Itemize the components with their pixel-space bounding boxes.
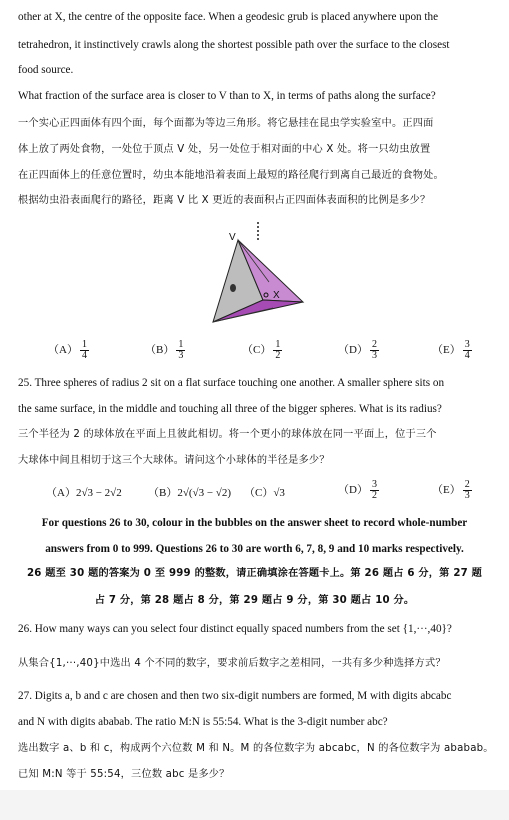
q24-zh-line: 根据幼虫沿表面爬行的路径，距离 V 比 X 更近的表面积占正四面体表面积的比例是多少？ bbox=[18, 195, 431, 206]
q25-option-d: （D） $\frac{3}{2}$ bbox=[338, 479, 377, 501]
q27-line: 27. Digits a, b and c are chosen and then two six-digit numbers are formed, M with digits abcabc bbox=[18, 690, 452, 702]
q25-option-b: （B）2√(√3 − √2) bbox=[148, 487, 231, 499]
q26-zh-line: 从集合{1,···,40}中选出 4 个不同的数字，要求前后数字之差相同，一共有多少种选择方式？ bbox=[18, 658, 446, 669]
q24-option-b: （B） $\frac{1}{3}$ bbox=[145, 339, 184, 361]
q24-option-c: （C） $\frac{1}{2}$ bbox=[242, 339, 281, 361]
q25-line: 25. Three spheres of radius 2 sit on a flat surface touching one another. A smaller sphere sits on bbox=[18, 377, 445, 389]
q25-option-c: （C）√3 bbox=[244, 487, 285, 499]
intro-line: other at X, the centre of the opposite face. When a geodesic grub is placed anywhere upon the bbox=[18, 11, 439, 23]
tetrahedron-figure bbox=[203, 222, 313, 332]
q25-option-a: （A）2√3 − 2√2 bbox=[46, 487, 122, 499]
instructions-zh-line: 占 7 分，第 28 题占 8 分，第 29 题占 9 分，第 30 题占 10 分。 bbox=[94, 595, 415, 606]
q27-line: and N with digits ababab. The ratio M:N is 55:54. What is the 3-digit number abc? bbox=[18, 716, 388, 728]
tetrahedron-drawing bbox=[203, 222, 313, 332]
intro-line: What fraction of the surface area is closer to V than to X, in terms of paths along the surface? bbox=[18, 90, 436, 102]
q27-zh-line: 选出数字 a、b 和 c，构成两个六位数 M 和 N。M 的各位数字为 abcabc，N 的各位数字为 ababab。 bbox=[18, 743, 494, 754]
vertex-label: V bbox=[229, 232, 236, 243]
q26-line: 26. How many ways can you select four distinct equally spaced numbers from the set {1,···,40}? bbox=[18, 623, 452, 635]
q27-zh-line: 已知 M:N 等于 55:54，三位数 abc 是多少？ bbox=[18, 769, 230, 780]
q25-zh-line: 大球体中间且相切于这三个大球体。请问这个小球体的半径是多少？ bbox=[18, 455, 330, 466]
intro-line: tetrahedron, it instinctively crawls along the shortest possible path over the surface to the closest bbox=[18, 39, 450, 51]
instructions-zh-line: 26 题至 30 题的答案为 0 至 999 的整数，请正确填涂在答题卡上。第 26 题占 6 分，第 27 题 bbox=[26, 568, 483, 579]
intro-line: food source. bbox=[18, 64, 74, 76]
q24-zh-line: 体上放了两处食物，一处位于顶点 V 处，另一处位于相对面的中心 X 处。将一只幼虫放置 bbox=[18, 144, 431, 155]
page-bottom-margin bbox=[0, 790, 509, 820]
instructions-line: For questions 26 to 30, colour in the bubbles on the answer sheet to record whole-number bbox=[41, 517, 468, 529]
q24-option-a: （A） $\frac{1}{4}$ bbox=[48, 339, 87, 361]
q25-line: the same surface, in the middle and touching all three of the bigger spheres. What is its radius? bbox=[18, 403, 442, 415]
center-label: X bbox=[273, 290, 280, 301]
q24-zh-line: 一个实心正四面体有四个面，每个面都为等边三角形。将它悬挂在昆虫学实验室中。正四面 bbox=[18, 118, 434, 129]
q25-zh-line: 三个半径为 2 的球体放在平面上且彼此相切。将一个更小的球体放在同一平面上，位于三个 bbox=[18, 429, 437, 440]
q25-option-e: （E） $\frac{2}{3}$ bbox=[432, 479, 470, 501]
q24-zh-line: 在正四面体上的任意位置时，幼虫本能地沿着表面上最短的路径爬行到离自己最近的食物处。 bbox=[18, 170, 444, 181]
q24-option-d: （D） $\frac{2}{3}$ bbox=[338, 339, 377, 361]
q24-option-e: （E） $\frac{3}{4}$ bbox=[432, 339, 470, 361]
instructions-line: answers from 0 to 999. Questions 26 to 30 are worth 6, 7, 8, 9 and 10 marks respectively. bbox=[45, 543, 464, 555]
grub-icon bbox=[230, 284, 236, 292]
